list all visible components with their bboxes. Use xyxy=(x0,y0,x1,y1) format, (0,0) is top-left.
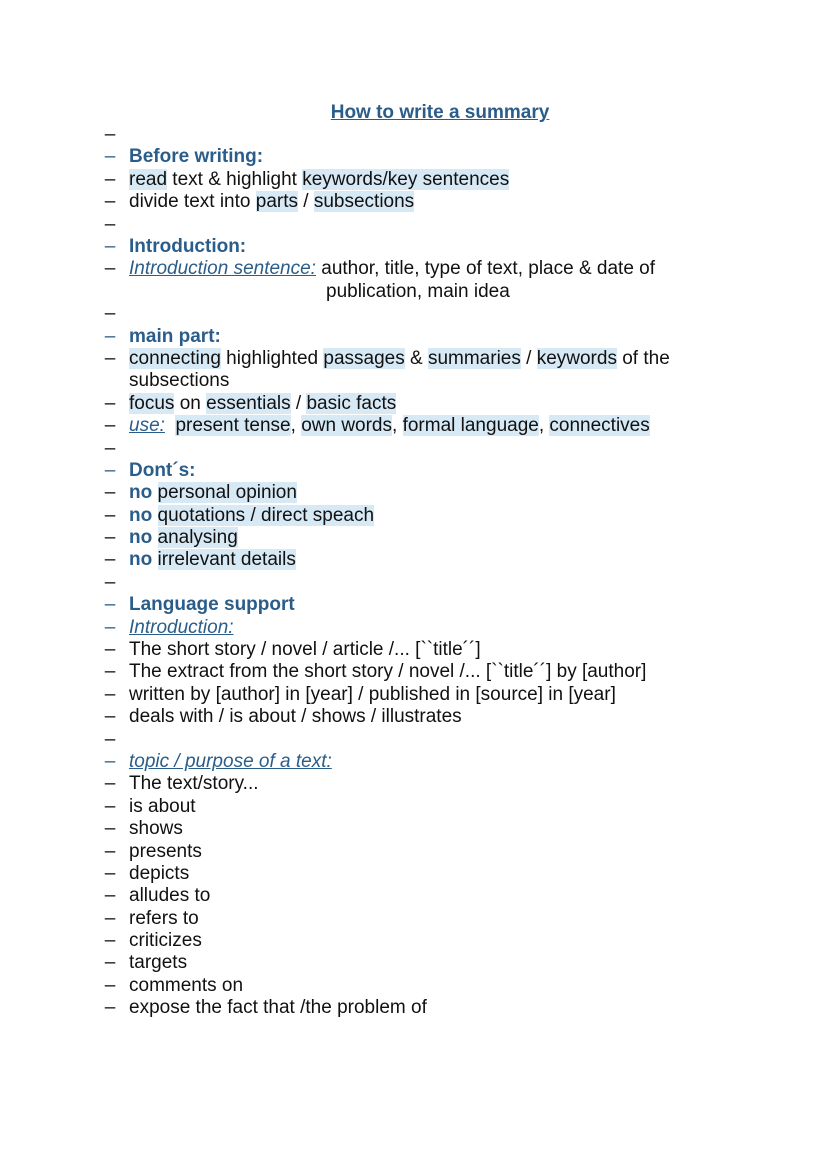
list-item-text xyxy=(129,169,509,191)
list-item-text: The extract from the short story / novel /... [``title´´] by [author] xyxy=(129,661,647,683)
list-item xyxy=(0,729,828,751)
highlight: connectives xyxy=(549,415,650,437)
list-item xyxy=(0,214,828,236)
highlight: subsections xyxy=(313,191,415,213)
bullet-dash: – xyxy=(104,213,116,235)
text-run: divide text into xyxy=(129,191,256,213)
section-before-writing xyxy=(0,146,828,168)
no-label: no xyxy=(129,482,153,504)
list-item-text xyxy=(129,505,374,527)
bullet-dash: – xyxy=(104,191,116,213)
text-run: highlighted xyxy=(220,347,324,369)
highlight: parts xyxy=(255,191,298,213)
list-item xyxy=(0,661,828,683)
list-item xyxy=(0,258,828,303)
list-item-text xyxy=(129,191,414,213)
highlight: read xyxy=(129,168,168,190)
text-run: / xyxy=(290,392,307,414)
text-run: subsections xyxy=(129,370,230,392)
list-item-text: refers to xyxy=(129,907,199,929)
highlight: personal opinion xyxy=(157,482,297,504)
text-run: / xyxy=(520,347,537,369)
list-item xyxy=(0,975,828,997)
list-item-text xyxy=(129,415,650,437)
text-run: , xyxy=(290,415,302,437)
no-label: no xyxy=(129,527,153,549)
bullet-dash: – xyxy=(104,706,116,728)
introduction-link[interactable]: Introduction: xyxy=(129,616,234,638)
page-title: How to write a summary xyxy=(330,102,550,123)
bullet-dash: – xyxy=(104,549,116,571)
highlight: quotations / direct speach xyxy=(157,504,375,526)
list-item xyxy=(0,751,828,773)
bullet-dash: – xyxy=(104,325,116,347)
text-run: publication, main idea xyxy=(326,280,510,302)
bullet-dash: – xyxy=(104,683,116,705)
list-item xyxy=(0,303,828,325)
list-item xyxy=(0,617,828,639)
text-run: author, title, type of text, place & date of xyxy=(315,258,656,280)
list-item-text: presents xyxy=(129,840,202,862)
bullet-dash: – xyxy=(104,146,116,168)
list-item xyxy=(0,124,828,146)
section-heading: Language support xyxy=(129,594,295,616)
list-item xyxy=(0,841,828,863)
section-main-part xyxy=(0,326,828,348)
text-run: on xyxy=(174,392,207,414)
list-item-text xyxy=(129,527,238,549)
no-label: no xyxy=(129,549,153,571)
list-item-text xyxy=(129,348,670,393)
list-item-text xyxy=(129,549,296,571)
list-item xyxy=(0,549,828,571)
list-item xyxy=(0,796,828,818)
list-item-text: written by [author] in [year] / published in [source] in [year] xyxy=(129,683,616,705)
list-item xyxy=(0,191,828,213)
summary-list xyxy=(0,124,828,1020)
list-item xyxy=(0,706,828,728)
bullet-dash: – xyxy=(104,571,116,593)
list-item xyxy=(0,572,828,594)
bullet-dash: – xyxy=(104,885,116,907)
section-heading: Dont´s: xyxy=(129,459,196,481)
bullet-dash: – xyxy=(104,504,116,526)
list-item xyxy=(0,997,828,1019)
list-item xyxy=(0,527,828,549)
section-donts xyxy=(0,460,828,482)
highlight: present tense xyxy=(175,415,291,437)
bullet-dash: – xyxy=(104,347,116,369)
section-language-support xyxy=(0,594,828,616)
bullet-dash: – xyxy=(104,616,116,638)
list-item xyxy=(0,169,828,191)
bullet-dash: – xyxy=(104,639,116,661)
bullet-dash: – xyxy=(104,840,116,862)
list-item-text: depicts xyxy=(129,862,190,884)
list-item-text: The text/story... xyxy=(129,773,259,795)
bullet-dash: – xyxy=(104,907,116,929)
highlight: passages xyxy=(323,347,405,369)
list-item-text: alludes to xyxy=(129,885,211,907)
bullet-dash: – xyxy=(104,392,116,414)
bullet-dash: – xyxy=(104,168,116,190)
list-item xyxy=(0,639,828,661)
bullet-dash: – xyxy=(104,527,116,549)
section-introduction xyxy=(0,236,828,258)
list-item xyxy=(0,482,828,504)
section-heading: Before writing: xyxy=(129,146,264,168)
list-item-text xyxy=(129,482,297,504)
list-item xyxy=(0,415,828,437)
list-item xyxy=(0,818,828,840)
highlight: own words xyxy=(301,415,393,437)
list-item xyxy=(0,930,828,952)
bullet-dash: – xyxy=(104,594,116,616)
highlight: analysing xyxy=(157,527,238,549)
list-item-text: criticizes xyxy=(129,930,202,952)
bullet-dash: – xyxy=(104,750,116,772)
bullet-dash: – xyxy=(104,415,116,437)
bullet-dash: – xyxy=(104,258,116,280)
use-link[interactable]: use: xyxy=(129,415,165,437)
bullet-dash: – xyxy=(104,437,116,459)
topic-purpose-link[interactable]: topic / purpose of a text: xyxy=(129,750,332,772)
bullet-dash: – xyxy=(104,728,116,750)
list-item xyxy=(0,505,828,527)
list-item xyxy=(0,348,828,393)
list-item xyxy=(0,863,828,885)
highlight: basic facts xyxy=(306,392,397,414)
highlight: keywords xyxy=(536,347,617,369)
highlight: keywords/key sentences xyxy=(302,168,510,190)
bullet-dash: – xyxy=(104,862,116,884)
highlight: formal language xyxy=(402,415,539,437)
highlight: summaries xyxy=(427,347,521,369)
bullet-dash: – xyxy=(104,303,116,325)
text-run: & xyxy=(404,347,428,369)
list-item-text: is about xyxy=(129,795,196,817)
text-run: text & highlight xyxy=(167,168,303,190)
bullet-dash: – xyxy=(104,482,116,504)
bullet-dash: – xyxy=(104,773,116,795)
highlight: connecting xyxy=(129,347,221,369)
bullet-dash: – xyxy=(104,818,116,840)
list-item-text: targets xyxy=(129,952,188,974)
text-run: / xyxy=(298,191,314,213)
list-item xyxy=(0,684,828,706)
bullet-dash: – xyxy=(104,952,116,974)
text-run: of the xyxy=(616,347,670,369)
highlight: essentials xyxy=(206,392,291,414)
highlight: irrelevant details xyxy=(157,549,296,571)
section-heading: Introduction: xyxy=(129,235,247,257)
section-heading: main part: xyxy=(129,325,221,347)
text-run: , xyxy=(538,415,550,437)
no-label: no xyxy=(129,504,153,526)
list-item-text xyxy=(129,258,655,303)
bullet-dash: – xyxy=(104,459,116,481)
list-item xyxy=(0,885,828,907)
list-item-text: deals with / is about / shows / illustrates xyxy=(129,706,462,728)
list-item xyxy=(0,952,828,974)
bullet-dash: – xyxy=(104,997,116,1019)
text-run: , xyxy=(392,415,403,437)
bullet-dash: – xyxy=(104,661,116,683)
bullet-dash: – xyxy=(104,795,116,817)
bullet-dash: – xyxy=(104,235,116,257)
list-item-text: expose the fact that /the problem of xyxy=(129,997,427,1019)
highlight: focus xyxy=(129,392,175,414)
list-item-text xyxy=(129,393,396,415)
bullet-dash: – xyxy=(104,930,116,952)
bullet-dash: – xyxy=(104,974,116,996)
list-item xyxy=(0,393,828,415)
list-item xyxy=(0,773,828,795)
list-item xyxy=(0,908,828,930)
bullet-dash: – xyxy=(104,124,116,145)
list-item-text: comments on xyxy=(129,974,244,996)
list-item-text: The short story / novel / article /... [``title´´] xyxy=(129,639,481,661)
introduction-sentence-link[interactable]: Introduction sentence: xyxy=(129,258,316,280)
list-item xyxy=(0,438,828,460)
list-item-text: shows xyxy=(129,818,183,840)
